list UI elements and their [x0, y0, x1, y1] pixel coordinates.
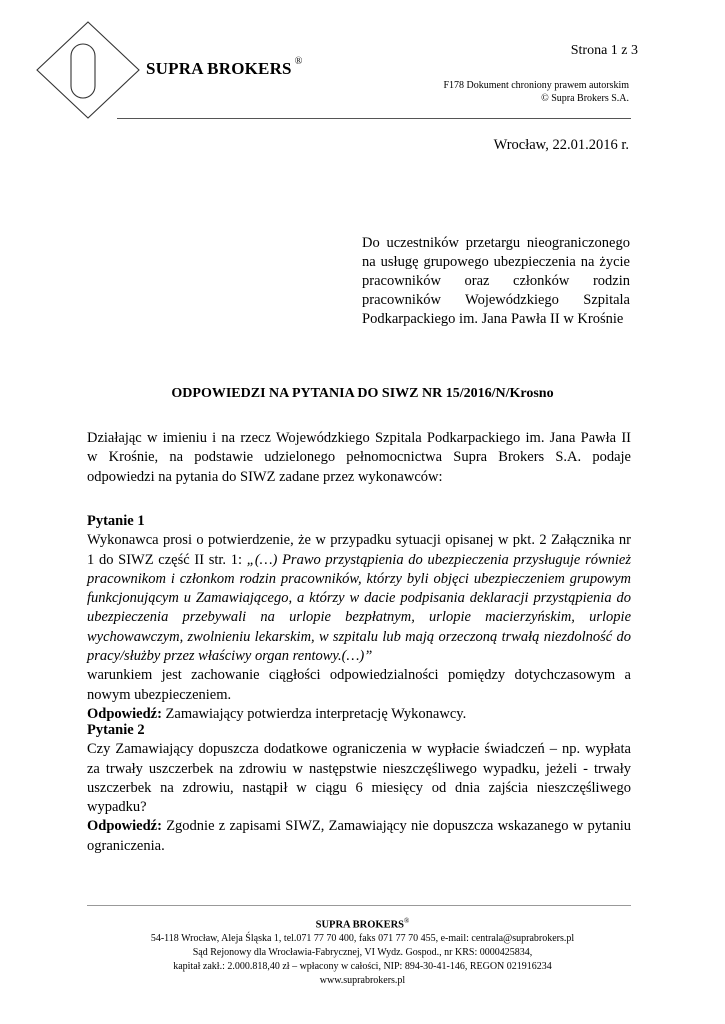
footer-registered-mark: ®: [404, 917, 410, 925]
question-1-quote-line: wychowawczym, zwolnieniu lekarskim, w szpitalu lub mają orzeczoną trwałą niezdolność do: [87, 628, 631, 645]
question-1-line-plain: 1 do SIWZ część II str. 1:: [87, 551, 247, 568]
question-2-line: za trwały uszczerbek na zdrowiu w następstwie nieszczęśliwego wypadku, jeżeli - trwały: [87, 760, 631, 777]
answer-2-text: Zgodnie z zapisami SIWZ, Zamawiający nie dopuszcza wskazanego w pytaniu: [161, 818, 631, 835]
question-1-heading: Pytanie 1: [87, 513, 145, 529]
document-date: Wrocław, 22.01.2016 r.: [493, 137, 629, 153]
question-2-heading: Pytanie 2: [87, 722, 145, 738]
answer-2-label: Odpowiedź:: [87, 818, 162, 835]
header-divider: [117, 118, 631, 119]
footer-website: www.suprabrokers.pl: [319, 974, 406, 986]
answer-1-label: Odpowiedź:: [87, 705, 162, 722]
brand-name: [146, 56, 303, 79]
addressee-block: [362, 234, 630, 329]
answer-2: [87, 817, 631, 836]
footer-company-text: SUPRA BROKERS: [315, 919, 405, 931]
question-1-quote-line: pracownikom i członkom rodzin pracowników, którzy byli objęci ubezpieczeniem grupowym: [87, 570, 631, 587]
question-1-quote-line: ubezpieczenia przebywali na urlopie bezpłatnym, urlopie macierzyńskim, urlopie: [87, 609, 631, 626]
document-title: ODPOWIEDZI NA PYTANIA DO SIWZ NR 15/2016/N/Krosno: [171, 386, 554, 401]
addressee-line: pracowników Wojewódzkiego Szpitala: [362, 292, 630, 308]
question-1-line: warunkiem jest zachowanie ciągłości odpowiedzialności pomiędzy dotychczasowym a: [87, 667, 631, 684]
page-number: Strona 1 z 3: [570, 43, 638, 58]
addressee-line: Do uczestników przetargu nieograniczonego: [362, 235, 630, 251]
question-1-line: nowym ubezpieczeniem.: [87, 686, 232, 703]
copyright-line-1: F178 Dokument chroniony prawem autorskim: [443, 80, 629, 91]
question-2-line: Czy Zamawiający dopuszcza dodatkowe ograniczenia w wypłacie świadczeń – np. wypłata: [87, 741, 631, 758]
brand-text: SUPRA BROKERS: [146, 59, 292, 78]
question-1-quote-line: pracy/służby przez właściwy organ rentowy.(…)”: [87, 648, 373, 665]
question-1-line: Wykonawca prosi o potwierdzenie, że w przypadku sytuacji opisanej w pkt. 2 Załącznika nr: [87, 532, 631, 549]
footer-capital: kapitał zakł.: 2.000.818,40 zł – wpłacony w całości, NIP: 894-30-41-146, REGON 021916234: [173, 960, 552, 972]
footer-court: Sąd Rejonowy dla Wrocławia-Fabrycznej, VI Wydz. Gospod., nr KRS: 0000425834,: [192, 947, 533, 959]
addressee-line: Podkarpackiego im. Jana Pawła II w Krośnie: [362, 311, 624, 327]
question-2: [87, 721, 631, 856]
copyright-line-2: © Supra Brokers S.A.: [541, 93, 629, 104]
question-1: [87, 512, 631, 724]
addressee-line: pracowników oraz członków rodzin: [362, 273, 630, 289]
intro-line: Działając w imieniu i na rzecz Wojewódzkiego Szpitala Podkarpackiego im. Jana Pawła II: [87, 430, 631, 446]
intro-line: w Krośnie, na podstawie udzielonego pełnomocnictwa Supra Brokers S.A. podaje: [87, 449, 631, 466]
footer-divider: [87, 905, 631, 906]
footer-company: [0, 915, 725, 932]
intro-line: odpowiedzi na pytania do SIWZ zadane przez wykonawców:: [87, 468, 443, 485]
answer-2-continuation: ograniczenia.: [87, 837, 165, 854]
intro-paragraph: [87, 429, 631, 487]
question-1-line: [87, 551, 631, 570]
supra-brokers-logo: [35, 20, 141, 120]
addressee-line: na usługę grupowego ubezpieczenia na życie: [362, 254, 630, 270]
question-1-quote-line: funkcjonującym u Zamawiającego, a którzy w dacie podpisania deklaracji przystąpienia do: [87, 590, 631, 607]
footer: [0, 915, 725, 987]
question-2-line: wypadku?: [87, 799, 147, 816]
brand-registered-mark: ®: [294, 56, 303, 68]
question-2-line: uszczerbek na zdrowiu, nastąpił w ciągu 6 miesięcy od dnia zajścia nieszczęśliwego: [87, 779, 631, 796]
question-1-line-quote: „(…) Prawo przystąpienia do ubezpieczenia przysługuje również: [246, 551, 631, 568]
answer-1-text: Zamawiający potwierdza interpretację Wykonawcy.: [161, 705, 467, 722]
footer-address: 54-118 Wrocław, Aleja Śląska 1, tel.071 77 70 400, faks 071 77 70 455, e-mail: centrala@suprabrokers.pl: [150, 933, 575, 945]
